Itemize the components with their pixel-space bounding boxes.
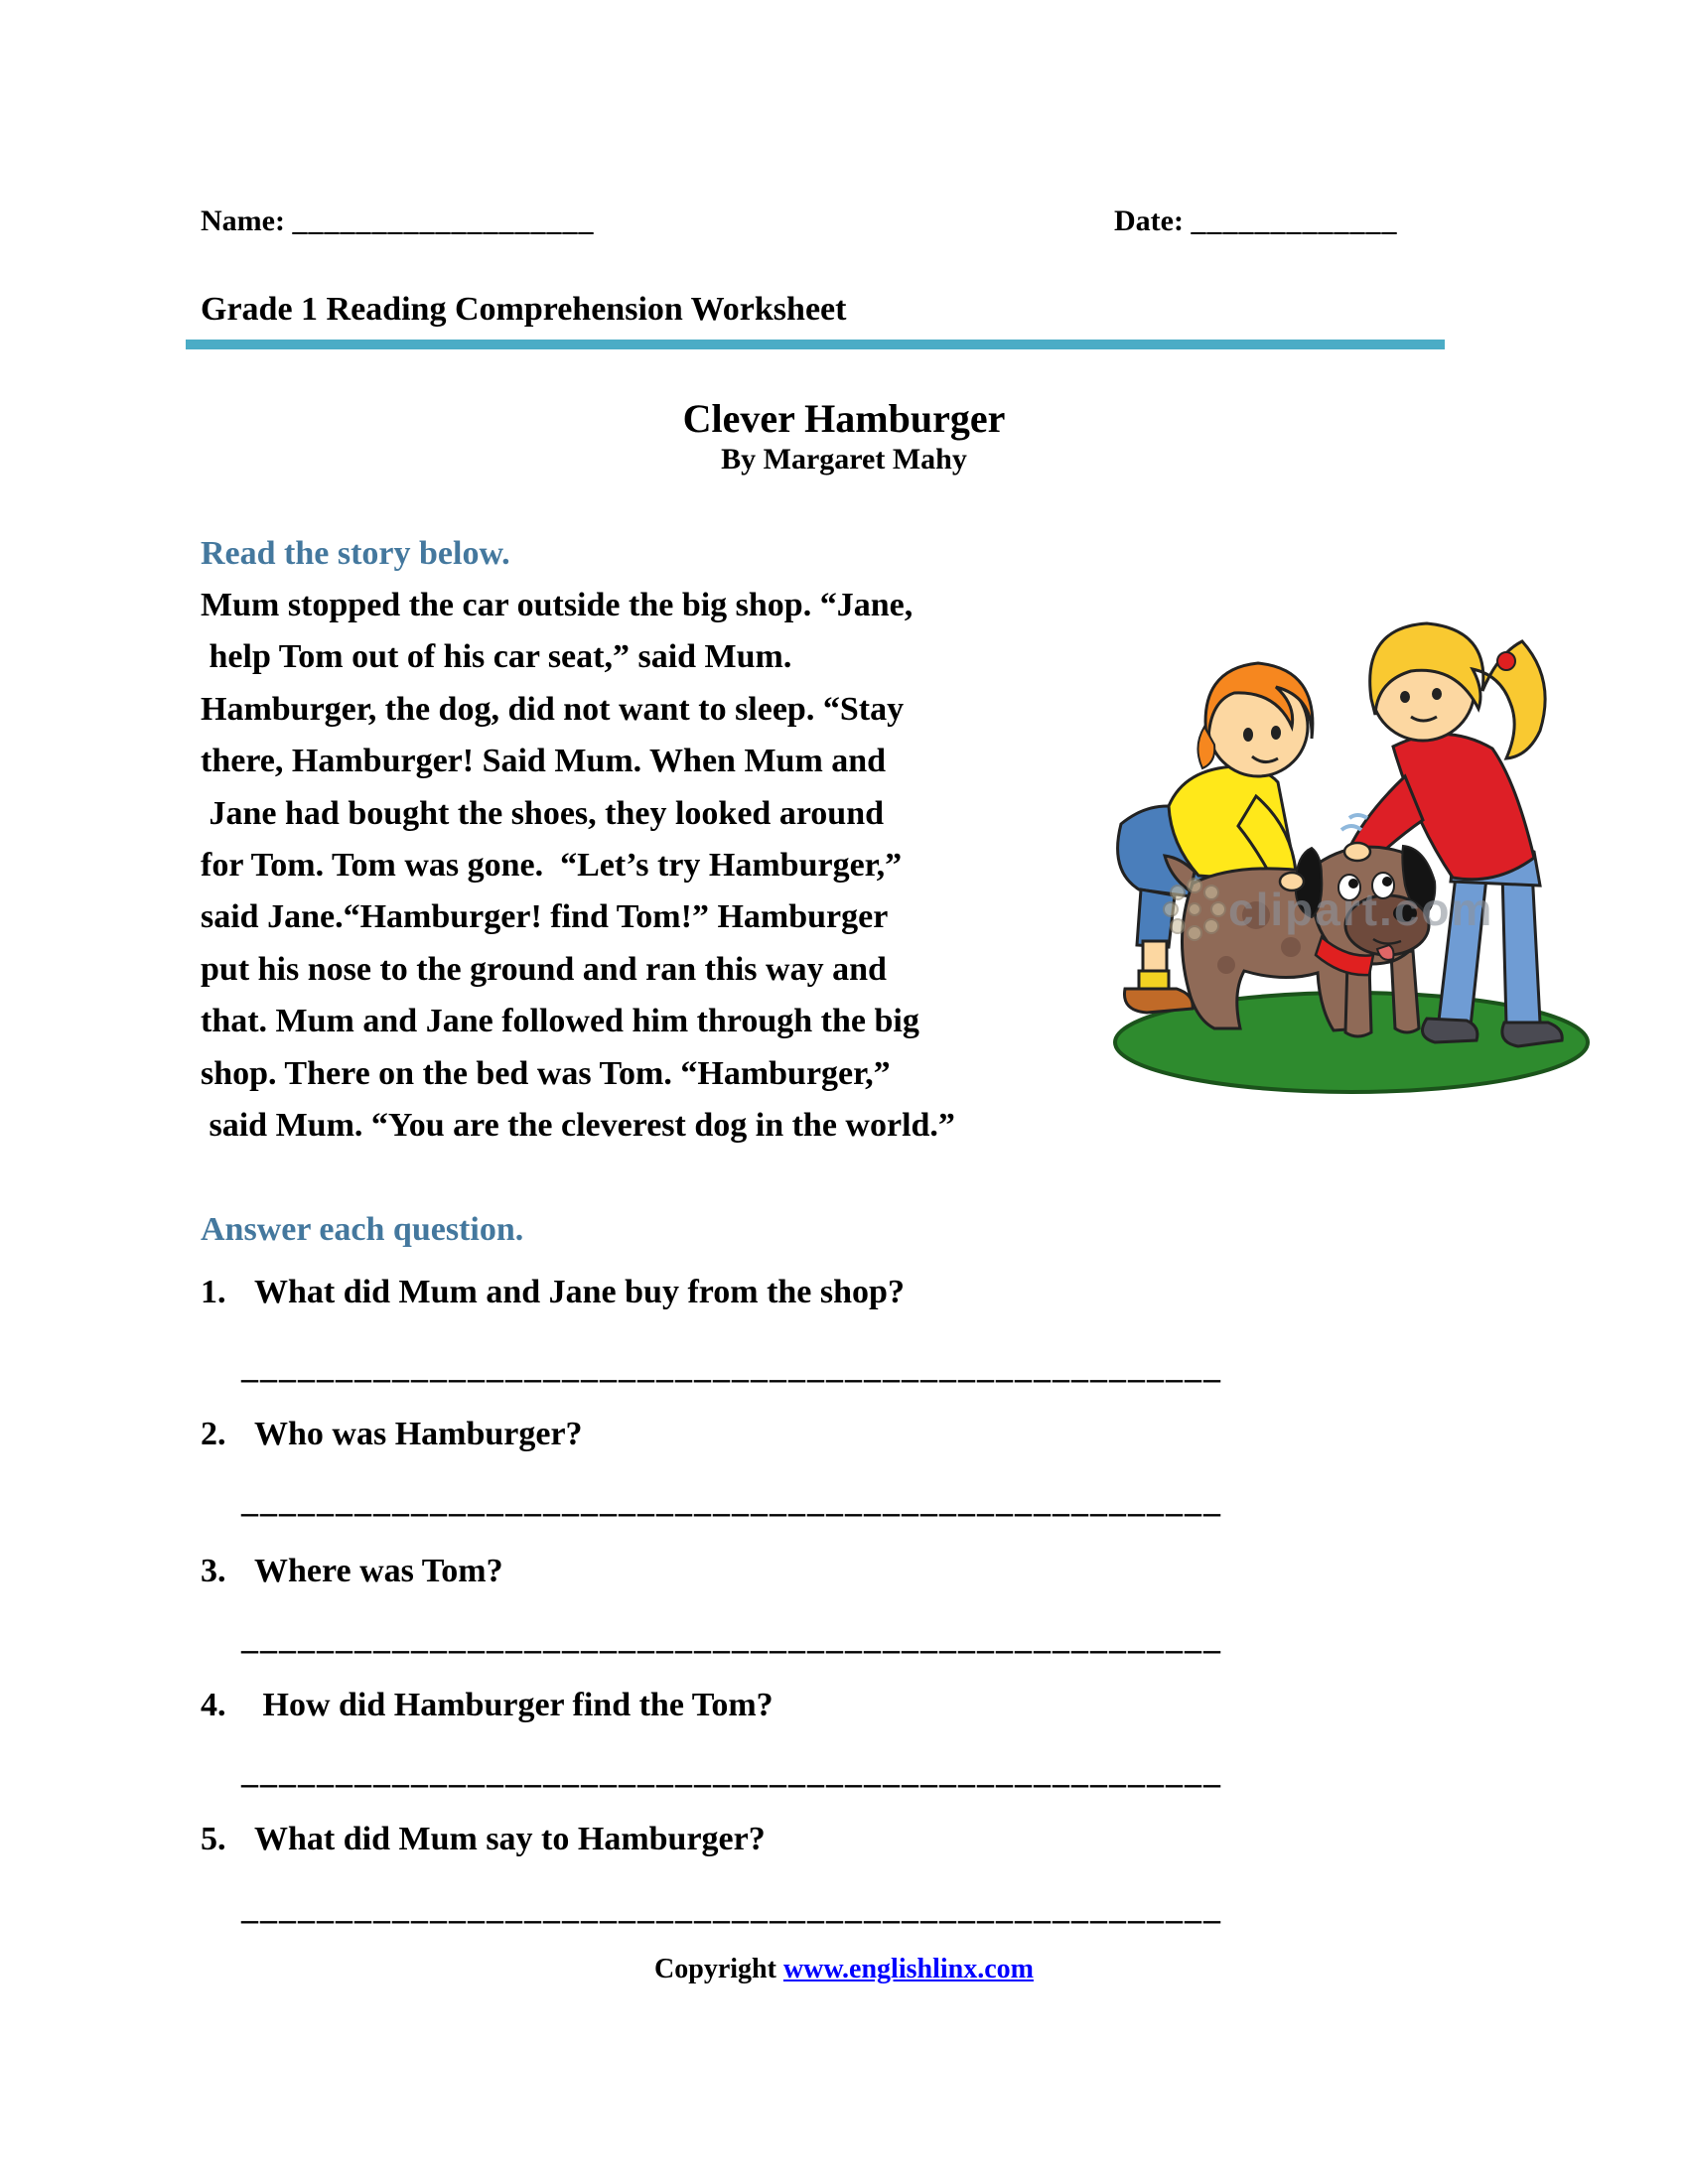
read-story-heading: Read the story below. bbox=[201, 535, 510, 572]
date-label: Date: bbox=[1114, 205, 1184, 237]
question-text: How did Hamburger find the Tom? bbox=[254, 1687, 774, 1723]
answer-line-1: ____________________________________________________ bbox=[241, 1349, 1222, 1386]
story-line: shop. There on the bed was Tom. “Hamburger,” bbox=[201, 1054, 891, 1092]
question-4 bbox=[201, 1686, 774, 1726]
date-blank-line: _____________ bbox=[1191, 205, 1398, 237]
child-right bbox=[1349, 623, 1562, 1046]
question-text: What did Mum say to Hamburger? bbox=[254, 1821, 766, 1857]
date-row bbox=[1114, 204, 1397, 239]
story-line: said Mum. “You are the cleverest dog in the world.” bbox=[201, 1107, 955, 1145]
question-number: 1. bbox=[201, 1274, 226, 1310]
story-line: for Tom. Tom was gone. “Let’s try Hamburger,” bbox=[201, 847, 903, 885]
question-3 bbox=[201, 1552, 503, 1592]
question-number: 4. bbox=[201, 1687, 226, 1723]
question-text: Where was Tom? bbox=[254, 1553, 503, 1589]
story-illustration bbox=[1107, 588, 1599, 1094]
answer-questions-heading: Answer each question. bbox=[201, 1211, 524, 1248]
name-blank-line: ___________________ bbox=[292, 205, 595, 237]
divider-bar bbox=[186, 340, 1445, 349]
question-2 bbox=[201, 1415, 583, 1455]
name-label: Name: bbox=[201, 205, 285, 237]
answer-line-5: ____________________________________________________ bbox=[241, 1890, 1222, 1927]
worksheet-heading: Grade 1 Reading Comprehension Worksheet bbox=[201, 291, 847, 328]
story-line: that. Mum and Jane followed him through the big bbox=[201, 1003, 919, 1040]
watermark bbox=[1164, 879, 1493, 940]
footer bbox=[0, 1953, 1688, 1986]
question-1 bbox=[201, 1273, 905, 1313]
answer-line-4: ____________________________________________________ bbox=[241, 1754, 1222, 1791]
watermark-text: clipart.com bbox=[1228, 884, 1494, 935]
story-line: Hamburger, the dog, did not want to sleep. “Stay bbox=[201, 690, 905, 728]
name-row bbox=[201, 204, 594, 239]
story-line: put his nose to the ground and ran this way and bbox=[201, 950, 887, 988]
question-number: 3. bbox=[201, 1553, 226, 1589]
answer-line-3: ____________________________________________________ bbox=[241, 1620, 1222, 1657]
answer-line-2: ____________________________________________________ bbox=[241, 1483, 1222, 1520]
copyright-label: Copyright bbox=[654, 1954, 783, 1984]
story-line: Mum stopped the car outside the big shop. “Jane, bbox=[201, 587, 914, 623]
story-title: Clever Hamburger bbox=[682, 396, 1006, 441]
question-5 bbox=[201, 1820, 766, 1860]
story-line: there, Hamburger! Said Mum. When Mum and bbox=[201, 743, 887, 780]
question-number: 2. bbox=[201, 1416, 226, 1452]
story-line: Jane had bought the shoes, they looked around bbox=[201, 794, 885, 832]
englishlinx-link[interactable]: www.englishlinx.com bbox=[782, 1954, 1034, 1984]
child-right-hand bbox=[1344, 843, 1370, 861]
question-text: Who was Hamburger? bbox=[254, 1416, 583, 1452]
question-text: What did Mum and Jane buy from the shop? bbox=[254, 1274, 905, 1310]
story-line: help Tom out of his car seat,” said Mum. bbox=[201, 638, 792, 676]
question-number: 5. bbox=[201, 1821, 226, 1857]
story-line: said Jane.“Hamburger! find Tom!” Hamburger bbox=[201, 898, 889, 936]
story-text bbox=[201, 580, 955, 1152]
story-byline: By Margaret Mahy bbox=[721, 443, 967, 476]
